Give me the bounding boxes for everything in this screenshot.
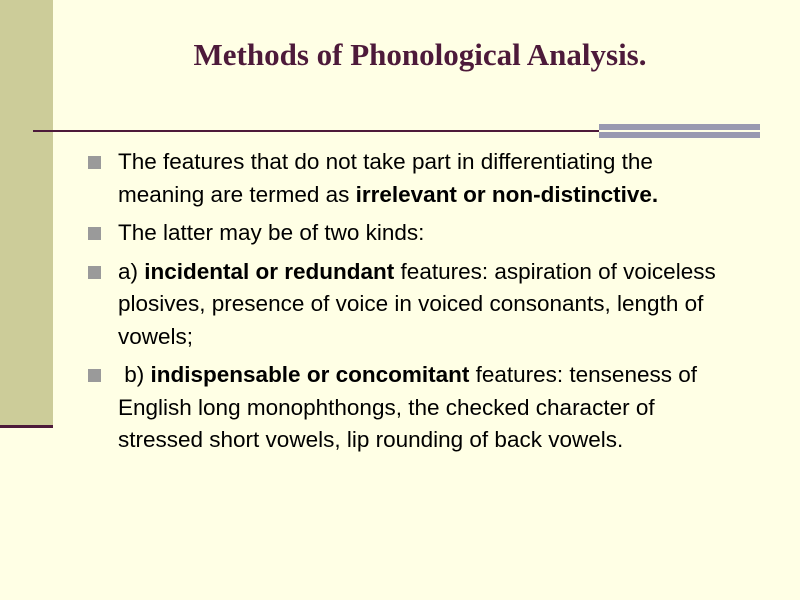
bullet-text-bold: irrelevant or non-distinctive. — [355, 181, 659, 207]
square-bullet-icon — [88, 266, 101, 279]
bullet-text-plain: b) — [118, 362, 151, 387]
square-bullet-icon — [88, 227, 101, 240]
square-bullet-icon — [88, 156, 101, 169]
bullet-text-plain: The latter may be of two kinds: — [118, 220, 425, 245]
left-bar-underline — [0, 425, 53, 428]
bullet-text-bold: incidental or redundant — [144, 258, 395, 284]
bullet-text-plain: features: aspiration of voiceless plosives, presence of voice in voiced consonants, length of vowels; — [118, 258, 716, 349]
bullet-item — [88, 146, 728, 211]
bullet-list — [88, 146, 728, 463]
left-decorative-bar — [0, 0, 53, 425]
bullet-text-plain: a) — [118, 258, 145, 284]
slide-title: Methods of Phonological Analysis. — [193, 37, 647, 72]
square-bullet-icon — [88, 369, 101, 382]
bullet-text-bold: indispensable or concomitant — [150, 362, 470, 387]
bullet-item — [88, 359, 728, 457]
bullet-item — [88, 256, 728, 354]
bullet-text-plain: The features that do not take part in differentiating the meaning are termed as — [118, 149, 653, 207]
title-divider-accent-gap — [599, 130, 760, 132]
bullet-item — [88, 217, 728, 250]
bullet-text-plain: features: tenseness of English long monophthongs, the checked character of stressed short vowels, lip rounding of back vowels. — [118, 362, 697, 452]
